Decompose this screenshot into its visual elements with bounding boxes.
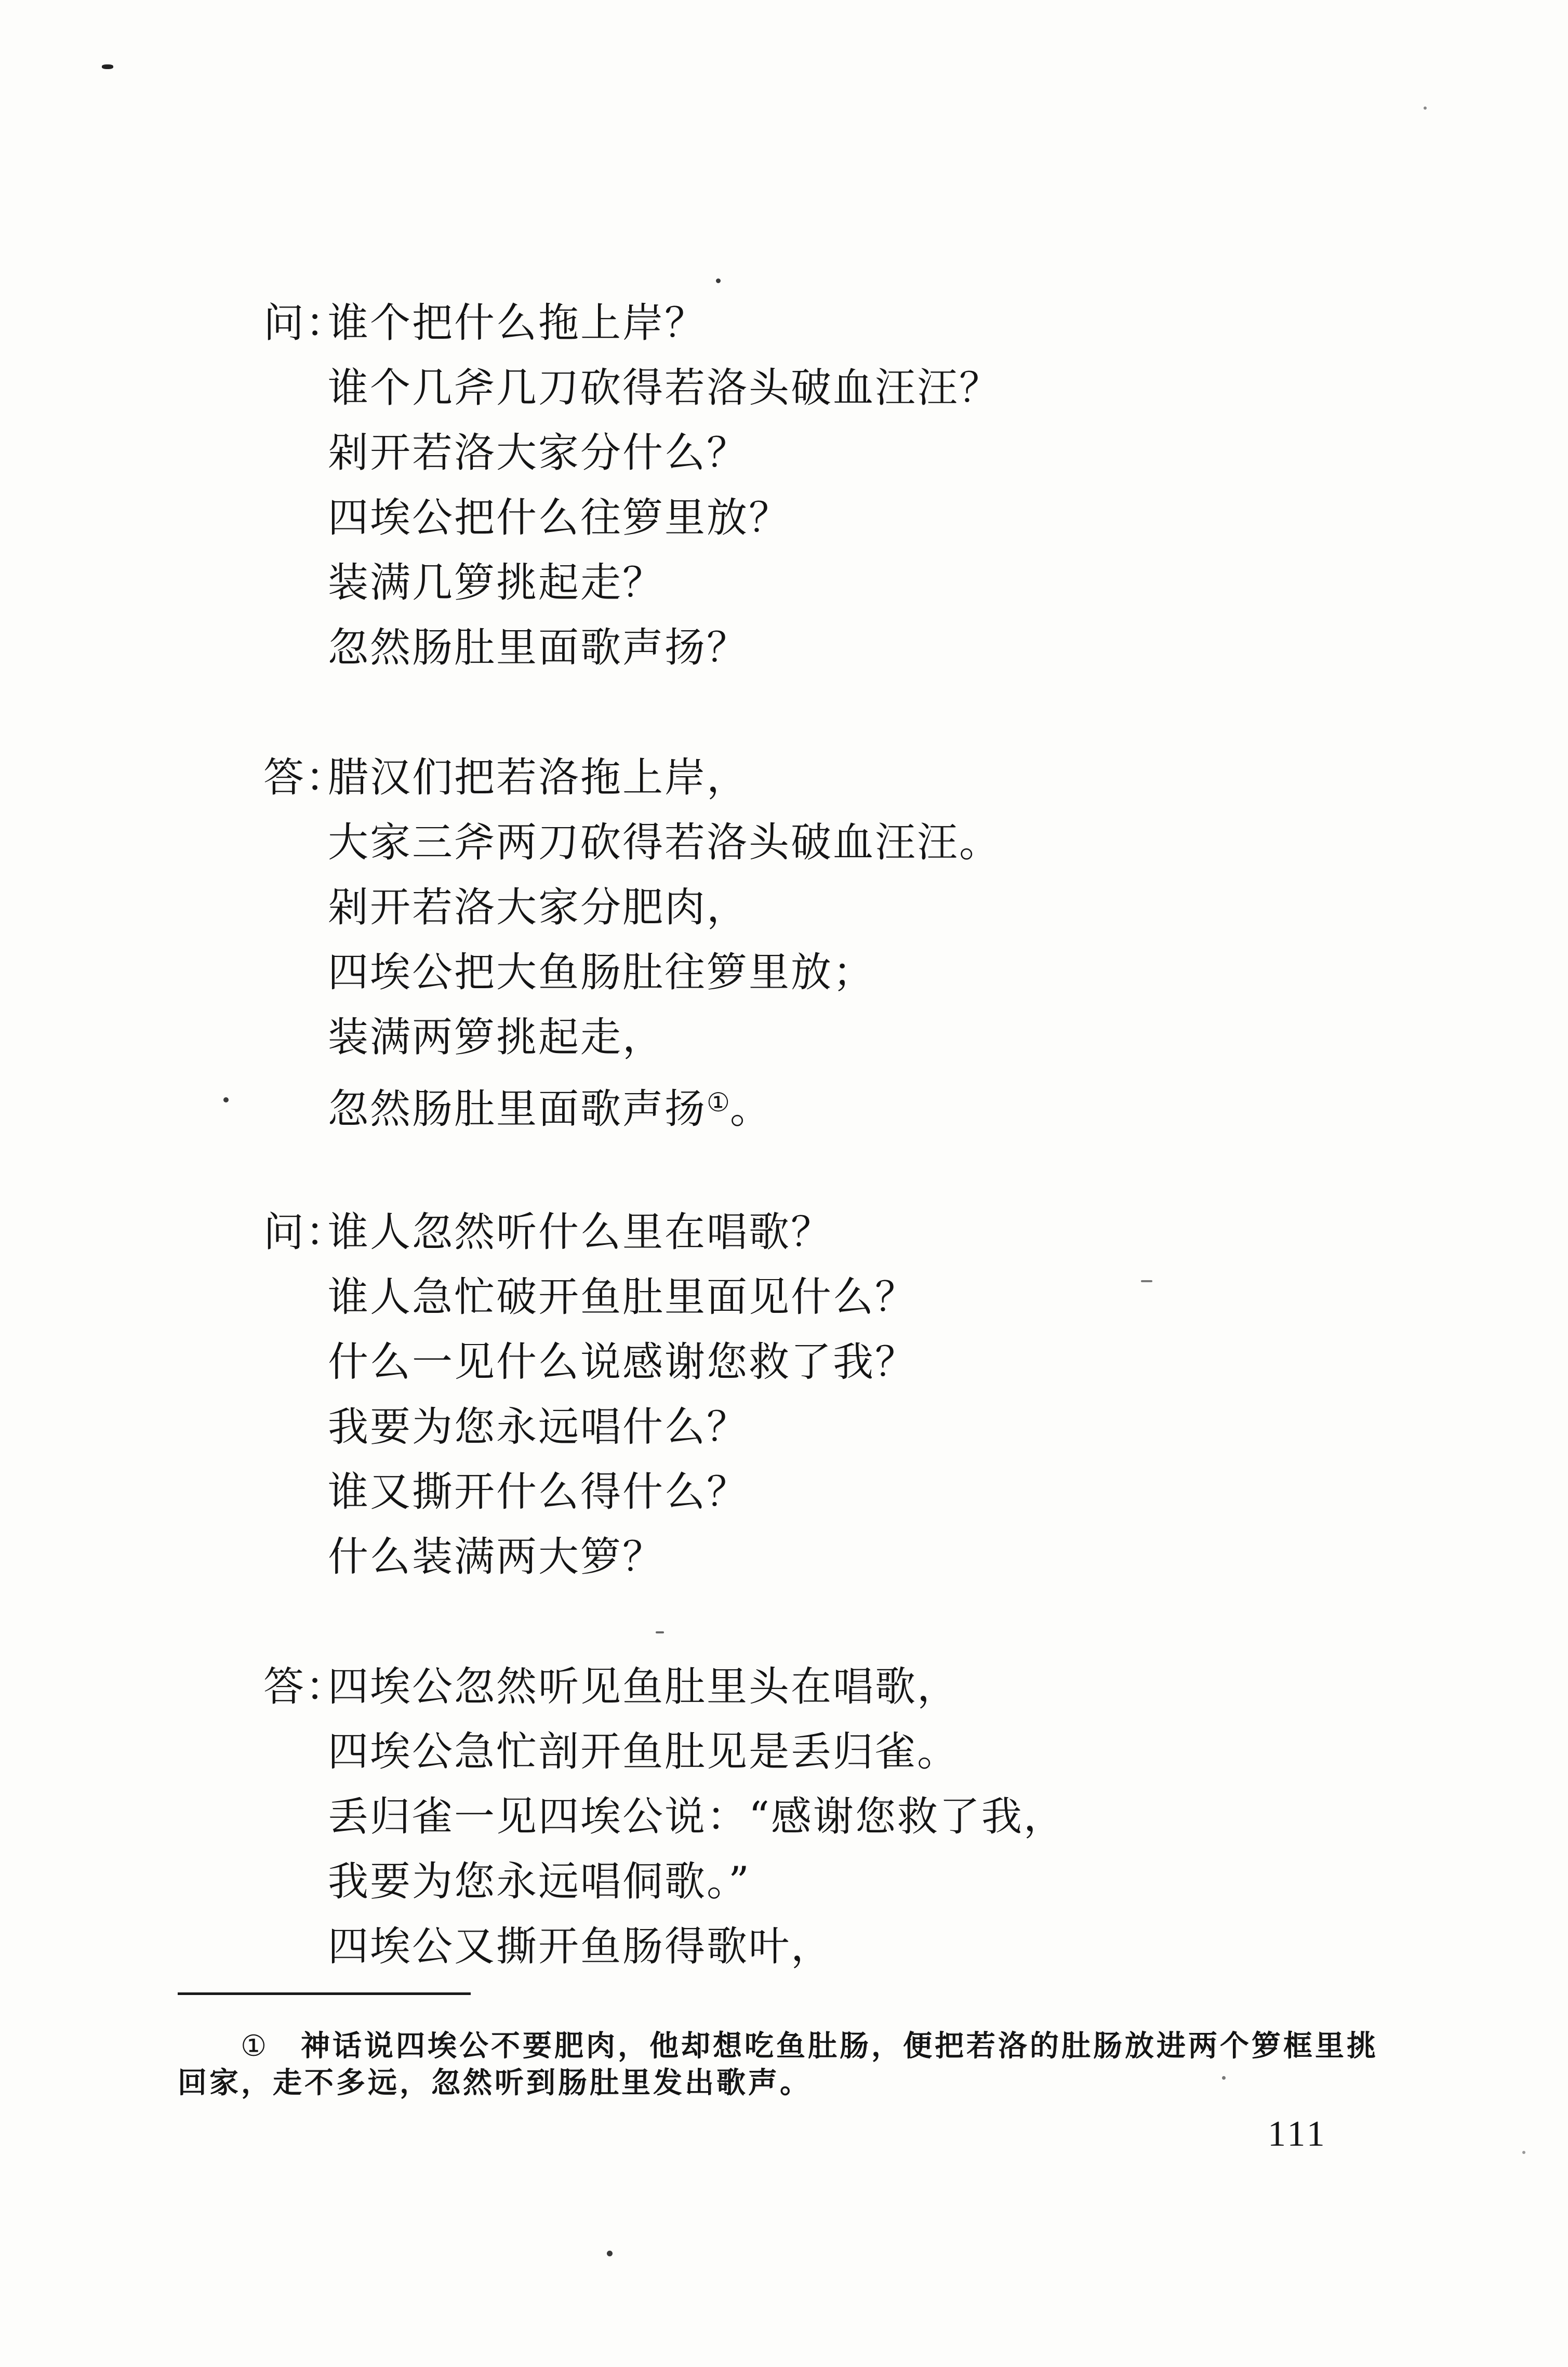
stanza-question-1 <box>263 291 1458 681</box>
verse-line <box>263 746 1458 810</box>
verse-line <box>263 1655 1458 1720</box>
scan-speck <box>607 2251 613 2256</box>
stanza-question-2 <box>263 1200 1458 1590</box>
stanza-label: 答： <box>263 1664 348 1710</box>
end-punctuation: 。 <box>729 1086 772 1133</box>
verse-text: 腊汉们把若洛拖上岸， <box>328 754 749 801</box>
verse-line: 我要为您永远唱什么？ <box>328 1404 749 1451</box>
verse-line: 四埃公又撕开鱼肠得歌叶， <box>328 1923 833 1970</box>
verse-text: 谁个把什么拖上岸？ <box>328 300 707 347</box>
scan-speck <box>1424 107 1427 110</box>
stanza-answer-2 <box>263 1655 1458 1979</box>
stanza-label: 问： <box>263 1209 348 1256</box>
poem-text <box>263 291 1458 2044</box>
verse-line: 四埃公把什么往箩里放？ <box>328 495 791 541</box>
footnote-reference: ① <box>707 1087 730 1118</box>
stanza-answer-1 <box>263 746 1458 1135</box>
footnote <box>178 2028 1425 2102</box>
scan-speck <box>1522 2151 1525 2154</box>
verse-line: 剁开若洛大家分什么？ <box>328 430 749 476</box>
footnote-rule <box>178 1992 471 1995</box>
verse-line <box>263 1070 1458 1135</box>
footnote-line <box>178 2028 1425 2065</box>
verse-line: 什么装满两大箩？ <box>328 1534 665 1580</box>
verse-text: 四埃公忽然听见鱼肚里头在唱歌， <box>328 1664 960 1710</box>
stanza-label: 答： <box>263 754 348 801</box>
verse-line: 什么一见什么说感谢您救了我？ <box>328 1339 918 1386</box>
verse-text: 忽然肠肚里面歌声扬 <box>328 1086 707 1133</box>
footnote-line: 回家，走不多远，忽然听到肠肚里发出歌声。 <box>178 2066 812 2100</box>
verse-line: 丢归雀一见四埃公说：“感谢您救了我， <box>328 1793 1066 1840</box>
verse-line: 装满两箩挑起走， <box>328 1014 665 1061</box>
footnote-marker: ① <box>241 2029 270 2063</box>
verse-line: 大家三斧两刀砍得若洛头破血汪汪。 <box>328 819 1002 866</box>
stanza-label: 问： <box>263 300 348 347</box>
verse-line: 装满几箩挑起走？ <box>328 560 665 606</box>
verse-line <box>263 291 1458 356</box>
scan-speck <box>716 278 721 283</box>
verse-line: 谁个几斧几刀砍得若洛头破血汪汪？ <box>328 365 1002 411</box>
footnote-text: 神话说四埃公不要肥肉，他却想吃鱼肚肠，便把若洛的肚肠放进两个箩框里挑 <box>301 2029 1378 2063</box>
page-number: 111 <box>1268 2114 1327 2154</box>
scan-speck <box>223 1097 229 1102</box>
verse-line <box>263 1200 1458 1265</box>
verse-text: 谁人忽然听什么里在唱歌？ <box>328 1209 833 1256</box>
verse-line: 我要为您永远唱侗歌。” <box>328 1858 751 1905</box>
scan-speck <box>102 64 113 69</box>
verse-line: 四埃公把大鱼肠肚往箩里放； <box>328 949 875 996</box>
verse-line: 剁开若洛大家分肥肉， <box>328 884 749 931</box>
verse-line: 谁又撕开什么得什么？ <box>328 1469 749 1515</box>
verse-line: 谁人急忙破开鱼肚里面见什么？ <box>328 1274 918 1321</box>
verse-line: 四埃公急忙剖开鱼肚见是丢归雀。 <box>328 1728 960 1775</box>
verse-line: 忽然肠肚里面歌声扬？ <box>328 624 749 671</box>
